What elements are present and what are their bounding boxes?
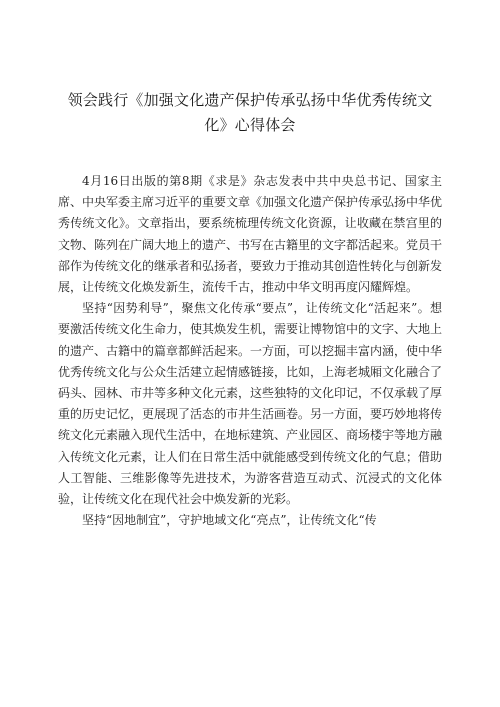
document-body <box>58 171 442 531</box>
paragraph-1: 4月16日出版的第8期《求是》杂志发表中共中央总书记、国家主席、中央军委主席习近平的重要文章《加强文化遗产保护传承弘扬中华优秀传统文化》。文章指出，要系统梳理传统文化资源，让收藏在禁宫里的文物、陈列在广阔大地上的遗产、书写在古籍里的文字都活起来。党员干部作为传统文化的继承者和弘扬者，要致力于推动其创造性转化与创新发展，让传统文化焕发新生，流传千古，推动中华文明再度闪耀辉煌。 <box>58 174 443 295</box>
title-line-1: 领会践行《加强文化遗产保护传承弘扬中华优秀传统文 <box>67 91 433 109</box>
page-title <box>58 88 442 138</box>
paragraph-3: 坚持“因地制宜”，守护地域文化“亮点”，让传统文化“传 <box>82 513 377 528</box>
paragraph-2: 坚持“因势利导”，聚焦文化传承“要点”，让传统文化“活起来”。想要激活传统文化生命力，使其焕发生机，需要让博物馆中的文字、大地上的遗产、古籍中的篇章都鲜活起来。一方面，可以挖掘丰富内涵，使中华优秀传统文化与公众生活建立起情感链接，比如，上海老城厢文化融合了码头、园林、市井等多种文化元素，这些独特的文化印记，不仅承载了厚重的历史记忆，更展现了活态的市井生活画卷。另一方面，要巧妙地将传统文化元素融入现代生活中，在地标建筑、产业园区、商场楼宇等地方融入传统文化元素，让人们在日常生活中就能感受到传统文化的气息；借助人工智能、三维影像等先进技术，为游客营造互动式、沉浸式的文化体验，让传统文化在现代社会中焕发新的光彩。 <box>58 301 443 507</box>
title-line-2: 化》心得体会 <box>204 116 296 134</box>
